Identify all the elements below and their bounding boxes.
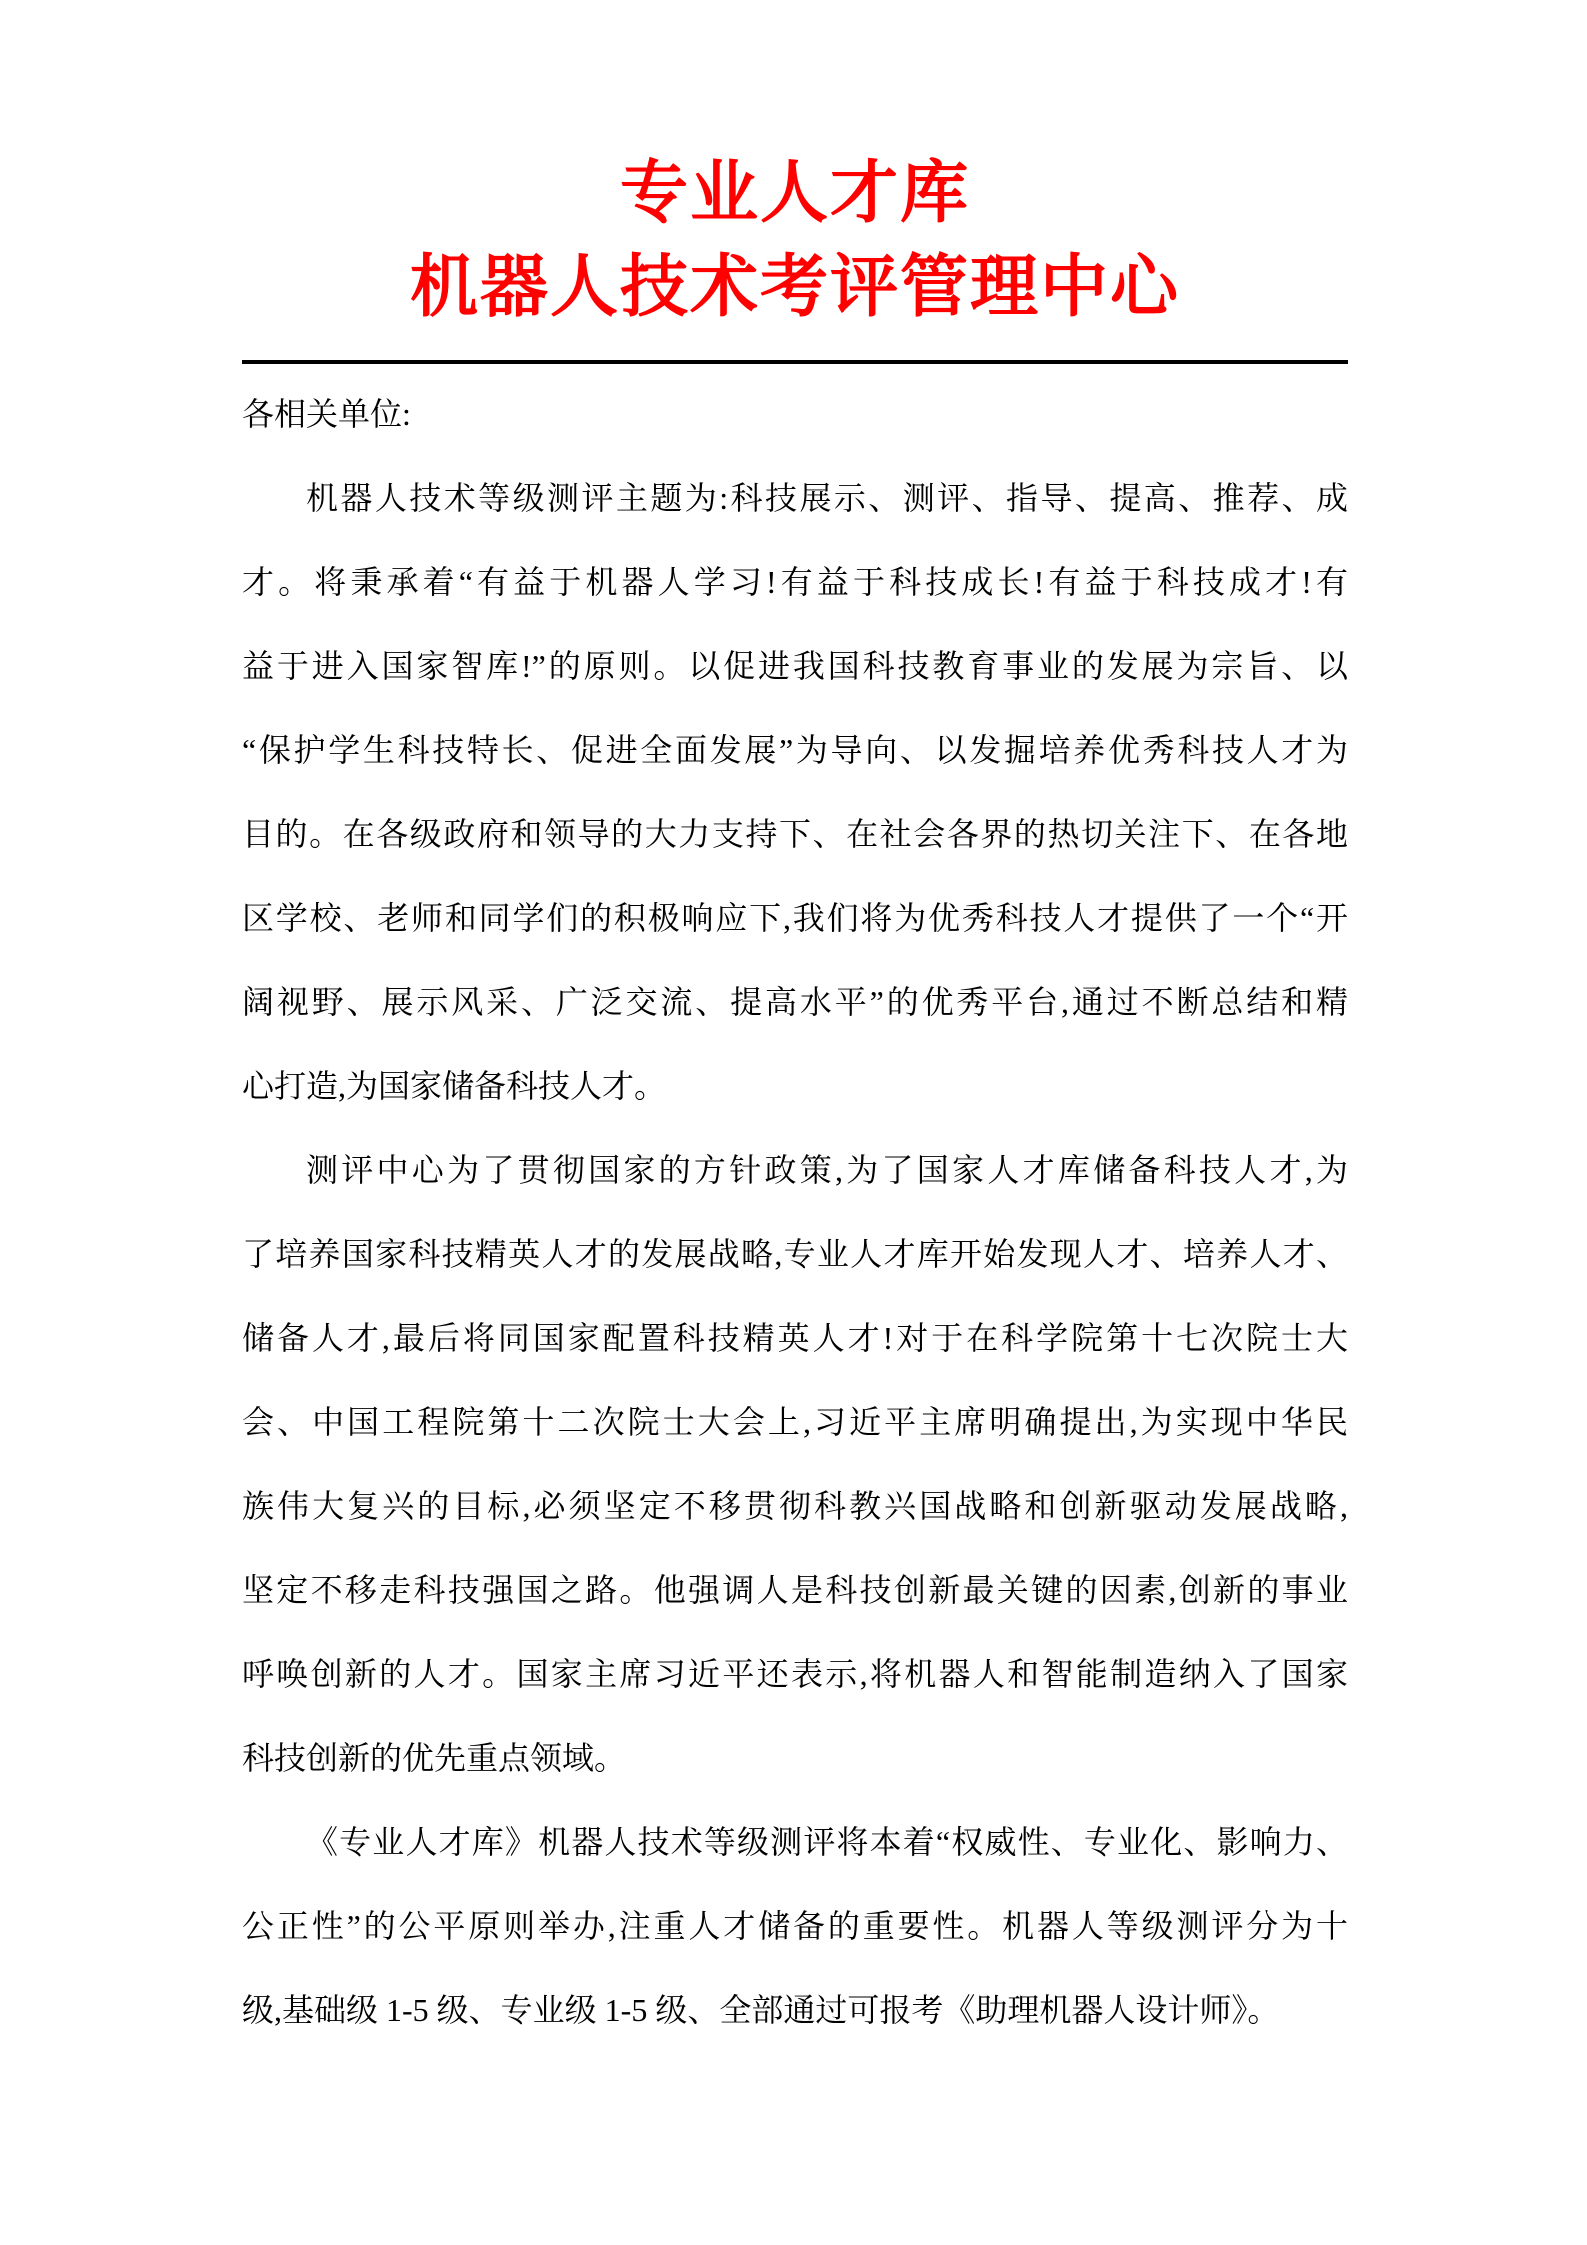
letterhead-divider	[242, 360, 1348, 364]
text-line: 区学校、老师和同学们的积极响应下,我们将为优秀科技人才提供了一个“开	[242, 900, 1348, 936]
letterhead-title-line1: 专业人才库	[619, 155, 970, 231]
text-line: 了培养国家科技精英人才的发展战略,专业人才库开始发现人才、培养人才、	[242, 1236, 1348, 1272]
text-line: 目的。在各级政府和领导的大力支持下、在社会各界的热切关注下、在各地	[242, 816, 1348, 852]
text-line: 会、中国工程院第十二次院士大会上,习近平主席明确提出,为实现中华民	[242, 1404, 1348, 1440]
paragraph	[242, 1128, 1348, 1800]
document-body	[242, 372, 1348, 2052]
text-line: 储备人才,最后将同国家配置科技精英人才!对于在科学院第十七次院士大	[242, 1320, 1348, 1356]
text-line: “保护学生科技特长、促进全面发展”为导向、以发掘培养优秀科技人才为	[242, 732, 1348, 768]
text-line: 坚定不移走科技强国之路。他强调人是科技创新最关键的因素,创新的事业	[242, 1572, 1348, 1608]
text-line: 机器人技术等级测评主题为:科技展示、测评、指导、提高、推荐、成	[306, 480, 1348, 516]
paragraph	[242, 1800, 1348, 2052]
text-line: 阔视野、展示风采、广泛交流、提高水平”的优秀平台,通过不断总结和精	[242, 984, 1348, 1020]
letterhead-title-line2: 机器人技术考评管理中心	[409, 249, 1180, 325]
text-line: 族伟大复兴的目标,必须坚定不移贯彻科教兴国战略和创新驱动发展战略,	[242, 1488, 1348, 1524]
text-line: 公正性”的公平原则举办,注重人才储备的重要性。机器人等级测评分为十	[242, 1908, 1348, 1944]
paragraphs	[242, 456, 1348, 2052]
text-line: 呼唤创新的人才。国家主席习近平还表示,将机器人和智能制造纳入了国家	[242, 1656, 1348, 1692]
text-line: 心打造,为国家储备科技人才。	[242, 1068, 667, 1104]
text-line: 益于进入国家智库!”的原则。以促进我国科技教育事业的发展为宗旨、以	[242, 648, 1348, 684]
text-line: 测评中心为了贯彻国家的方针政策,为了国家人才库储备科技人才,为	[306, 1152, 1348, 1188]
text-line: 级,基础级 1-5 级、专业级 1-5 级、全部通过可报考《助理机器人设计师》。	[242, 1992, 1280, 2028]
document-content	[242, 0, 1348, 2052]
text-line: 《专业人才库》机器人技术等级测评将本着“权威性、专业化、影响力、	[306, 1824, 1348, 1860]
salutation: 各相关单位:	[242, 396, 411, 432]
text-line: 才。将秉承着“有益于机器人学习!有益于科技成长!有益于科技成才!有	[242, 564, 1348, 600]
paragraph	[242, 456, 1348, 1128]
text-line: 科技创新的优先重点领域。	[242, 1740, 627, 1776]
letterhead	[242, 0, 1348, 364]
